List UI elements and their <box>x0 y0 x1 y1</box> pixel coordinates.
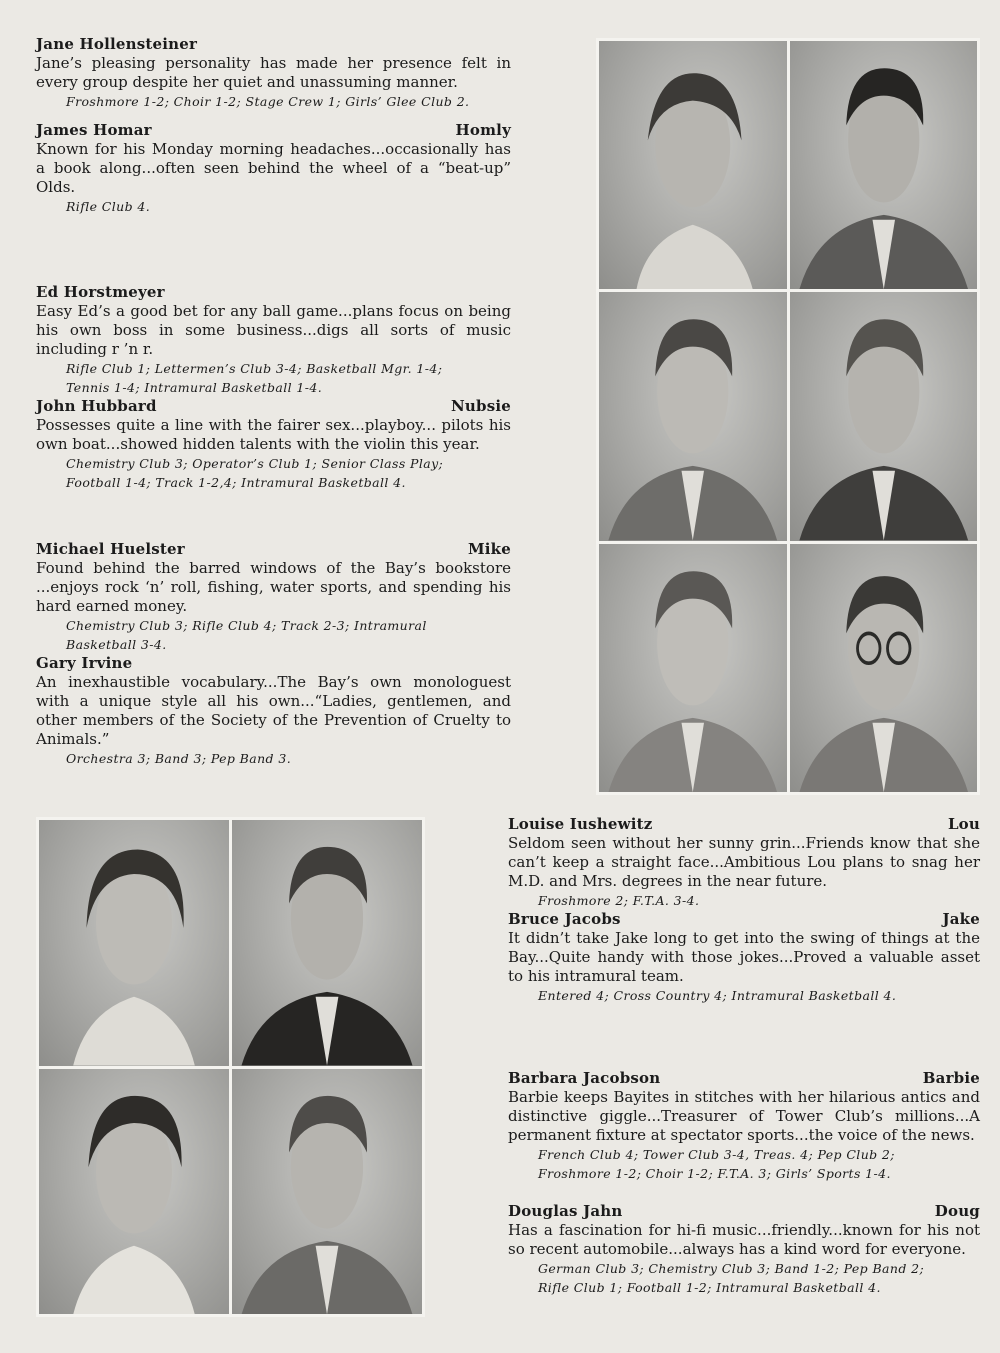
entry-activities: French Club 4; Tower Club 3-4, Treas. 4; Pep Club 2; <box>538 1147 895 1162</box>
entry-name: Douglas Jahn <box>508 1202 623 1220</box>
portrait-photo-female <box>39 1069 229 1315</box>
entry-name: Louise Iushewitz <box>508 815 653 833</box>
portrait-photo-male <box>790 544 978 792</box>
entry-activities: Rifle Club 1; Football 1-2; Intramural Basketball 4. <box>538 1280 881 1295</box>
entry-jahn <box>508 1202 980 1297</box>
entry-activities: Football 1-4; Track 1-2,4; Intramural Basketball 4. <box>66 475 406 490</box>
portrait-grid-upper <box>596 38 980 795</box>
entry-name: Gary Irvine <box>36 654 133 672</box>
entry-bio: Jane’s pleasing personality has made her presence felt in every group despite her quiet and unassuming manner. <box>36 54 511 91</box>
entry-nickname: Lou <box>947 815 980 833</box>
entry-bio: Possesses quite a line with the fairer sex...playboy... pilots his own boat...showed hidden talents with the violin this year. <box>36 416 511 453</box>
entry-nickname: Mike <box>467 540 511 558</box>
entry-jacobson <box>508 1069 980 1183</box>
entry-activities: Froshmore 2; F.T.A. 3-4. <box>538 893 700 908</box>
entry-activities: Tennis 1-4; Intramural Basketball 1-4. <box>66 380 323 395</box>
entry-activities: Basketball 3-4. <box>66 637 167 652</box>
entry-huelster <box>36 540 511 654</box>
entry-name: Ed Horstmeyer <box>36 283 165 301</box>
portrait-photo-male <box>599 292 787 540</box>
entry-activities: Rifle Club 4. <box>66 199 151 214</box>
entry-bio: Barbie keeps Bayites in stitches with her hilarious antics and distinctive giggle...Treasurer of Tower Club’s millions...A permanent fixture at spectator sports...the voice of the news. <box>508 1088 980 1144</box>
entry-activities: Chemistry Club 3; Operator’s Club 1; Senior Class Play; <box>66 456 444 471</box>
entry-name: Michael Huelster <box>36 540 185 558</box>
portrait-photo-male <box>232 820 422 1066</box>
entry-bio: An inexhaustible vocabulary...The Bay’s own monologuest with a unique style all his own...“Ladies, gentlemen, and other members of the Society of the Prevention of Cruelty to Animals.” <box>36 673 511 748</box>
entry-activities: Froshmore 1-2; Choir 1-2; F.T.A. 3; Girls’ Sports 1-4. <box>538 1166 891 1181</box>
portrait-photo-male <box>232 1069 422 1315</box>
portrait-photo-male <box>599 544 787 792</box>
entry-name: James Homar <box>36 121 152 139</box>
entry-horstmeyer <box>36 283 511 397</box>
entry-activities: Rifle Club 1; Lettermen’s Club 3-4; Basketball Mgr. 1-4; <box>66 361 443 376</box>
portrait-photo-male <box>790 292 978 540</box>
entry-bio: Has a fascination for hi-fi music...friendly...known for his not so recent automobile...always has a kind word for everyone. <box>508 1221 980 1258</box>
entry-bio: Easy Ed’s a good bet for any ball game...plans focus on being his own boss in some business...digs all sorts of music including r ’n r. <box>36 302 511 358</box>
portrait-photo-female <box>39 820 229 1066</box>
entry-nickname: Homly <box>455 121 511 139</box>
entry-bio: It didn’t take Jake long to get into the swing of things at the Bay...Quite handy with those jokes...Proved a valuable asset to his intramural team. <box>508 929 980 985</box>
portrait-photo-female <box>599 41 787 289</box>
portrait-grid-lower <box>36 817 425 1317</box>
entry-name: Bruce Jacobs <box>508 910 621 928</box>
entry-activities: Entered 4; Cross Country 4; Intramural Basketball 4. <box>538 988 897 1003</box>
entry-iushewitz <box>508 815 980 910</box>
entry-activities: Chemistry Club 3; Rifle Club 4; Track 2-3; Intramural <box>66 618 427 633</box>
entry-nickname: Barbie <box>922 1069 980 1087</box>
entry-activities: German Club 3; Chemistry Club 3; Band 1-2; Pep Band 2; <box>538 1261 925 1276</box>
entry-hollensteiner <box>36 35 511 111</box>
entry-activities: Froshmore 1-2; Choir 1-2; Stage Crew 1; Girls’ Glee Club 2. <box>66 94 470 109</box>
entry-nickname: Jake <box>942 910 980 928</box>
entry-name: Barbara Jacobson <box>508 1069 661 1087</box>
entry-irvine <box>36 654 511 768</box>
entry-nickname: Nubsie <box>451 397 511 415</box>
entry-hubbard <box>36 397 511 492</box>
entry-jacobs <box>508 910 980 1005</box>
entry-nickname: Doug <box>934 1202 980 1220</box>
entry-name: Jane Hollensteiner <box>36 35 198 53</box>
entry-bio: Found behind the barred windows of the Bay’s bookstore ...enjoys rock ‘n’ roll, fishing, water sports, and spending his hard earned money. <box>36 559 511 615</box>
entry-bio: Seldom seen without her sunny grin...Friends know that she can’t keep a straight face...Ambitious Lou plans to snag her M.D. and Mrs. degrees in the near future. <box>508 834 980 890</box>
entry-homar <box>36 121 511 216</box>
portrait-photo-male <box>790 41 978 289</box>
entry-bio: Known for his Monday morning headaches...occasionally has a book along...often seen behind the wheel of a “beat-up” Olds. <box>36 140 511 196</box>
entry-name: John Hubbard <box>36 397 157 415</box>
entry-activities: Orchestra 3; Band 3; Pep Band 3. <box>66 751 292 766</box>
